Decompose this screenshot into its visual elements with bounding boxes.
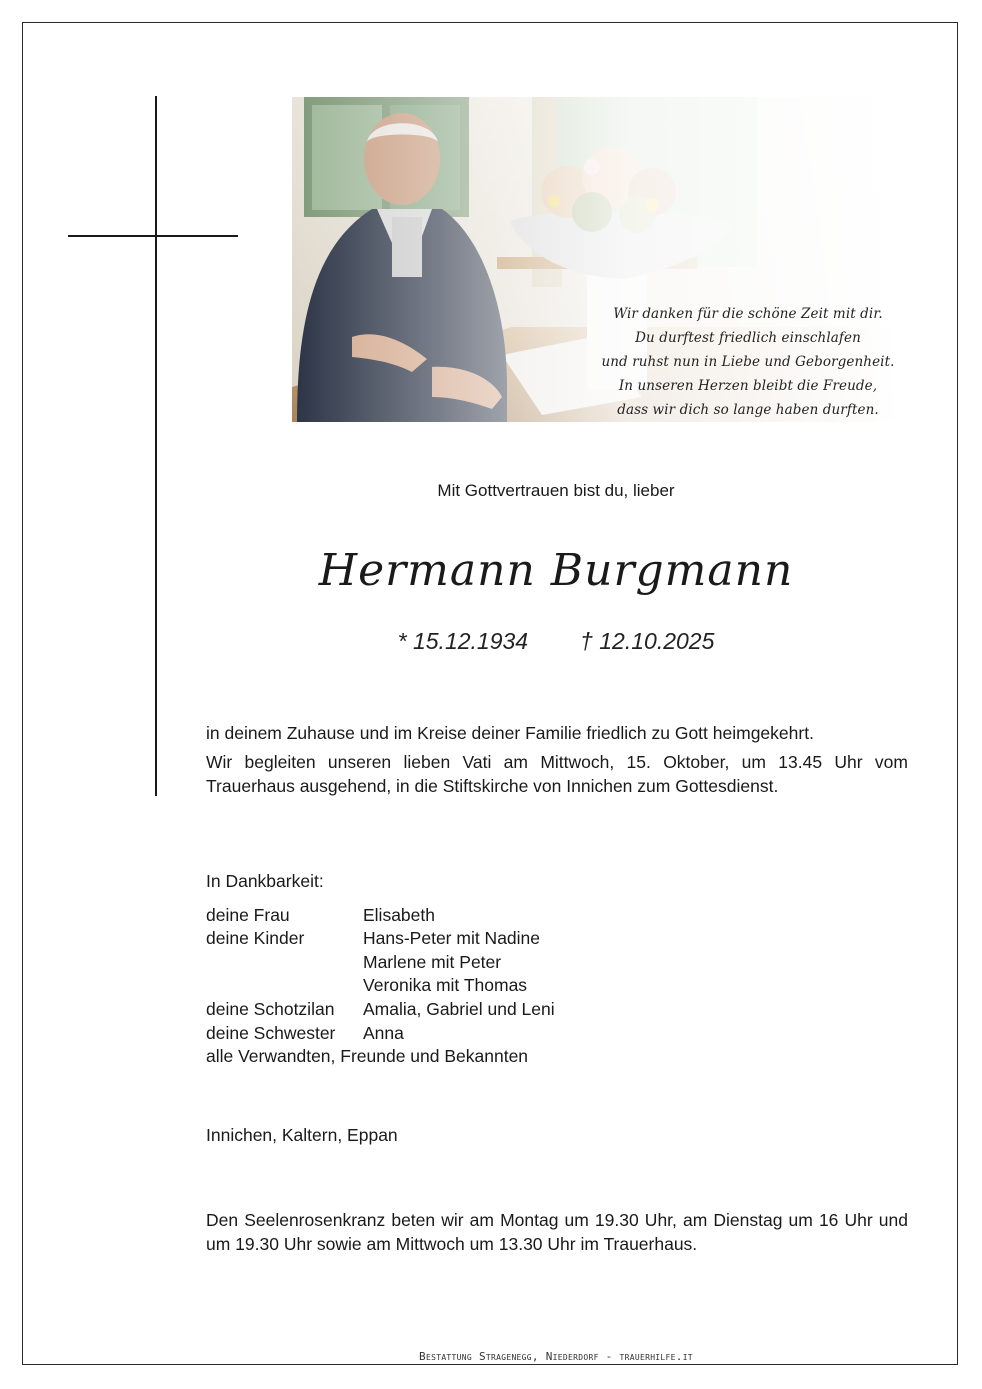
- death-date: † 12.10.2025: [580, 628, 715, 654]
- intro-line: Mit Gottvertrauen bist du, lieber: [437, 481, 675, 500]
- deceased-name: Hermann Burgmann: [318, 545, 794, 596]
- relation-label: [206, 951, 363, 975]
- life-dates: [0, 628, 982, 655]
- mourners-list: [206, 870, 555, 1069]
- photo-quote: [598, 302, 898, 422]
- relation-names: Amalia, Gabriel und Leni: [363, 998, 555, 1019]
- relation-names: Marlene mit Peter: [363, 951, 502, 972]
- quote-line: und ruhst nun in Liebe und Geborgenheit.: [601, 354, 895, 370]
- mourner-row: [206, 927, 555, 951]
- rosary-paragraph: Den Seelenrosenkranz beten wir am Montag um 19.30 Uhr, am Dienstag um 16 Uhr und um 19.30 Uhr sowie am Mittwoch um 13.30 Uhr im Trauerhaus.: [206, 1210, 908, 1254]
- quote-line: dass wir dich so lange haben durften.: [617, 402, 879, 418]
- quote-line: Du durftest friedlich einschlafen: [635, 330, 861, 346]
- birth-date: * 15.12.1934: [397, 628, 529, 654]
- quote-line: In unseren Herzen bleibt die Freude,: [618, 378, 878, 394]
- mourners-heading: In Dankbarkeit:: [206, 871, 324, 891]
- cross-vertical-bar: [155, 96, 157, 796]
- announcement-paragraph: in deinem Zuhause und im Kreise deiner Familie friedlich zu Gott heimgekehrt.: [206, 723, 814, 743]
- funeral-details-paragraph: Wir begleiten unseren lieben Vati am Mittwoch, 15. Oktober, um 13.45 Uhr vom Trauerhaus ausgehend, in die Stiftskirche von Innichen zum Gottesdienst.: [206, 752, 908, 796]
- relation-label: deine Schotzilan: [206, 998, 335, 1019]
- relation-names: Hans-Peter mit Nadine: [363, 928, 541, 949]
- quote-line: Wir danken für die schöne Zeit mit dir.: [613, 306, 883, 322]
- relation-label: deine Schwester: [206, 1022, 336, 1043]
- mourner-row: [206, 998, 555, 1022]
- mourners-closing: alle Verwandten, Freunde und Bekannten: [206, 1046, 529, 1067]
- mourner-row: [206, 951, 555, 975]
- relation-label: deine Kinder: [206, 928, 305, 949]
- portrait-photo: [292, 97, 900, 422]
- cross-horizontal-bar: [68, 235, 238, 237]
- relation-names: Anna: [363, 1022, 404, 1043]
- relation-names: Veronika mit Thomas: [363, 975, 528, 996]
- relation-label: deine Frau: [206, 904, 290, 925]
- mourner-row: [206, 1022, 555, 1046]
- relation-label: [206, 974, 363, 998]
- funeral-home-footer: Bestattung Stragenegg, Niederdorf - trauerhilfe.it: [419, 1350, 693, 1363]
- mourner-row: [206, 974, 555, 998]
- places-line: Innichen, Kaltern, Eppan: [206, 1125, 398, 1145]
- relation-names: Elisabeth: [363, 904, 435, 925]
- mourner-row: [206, 904, 555, 928]
